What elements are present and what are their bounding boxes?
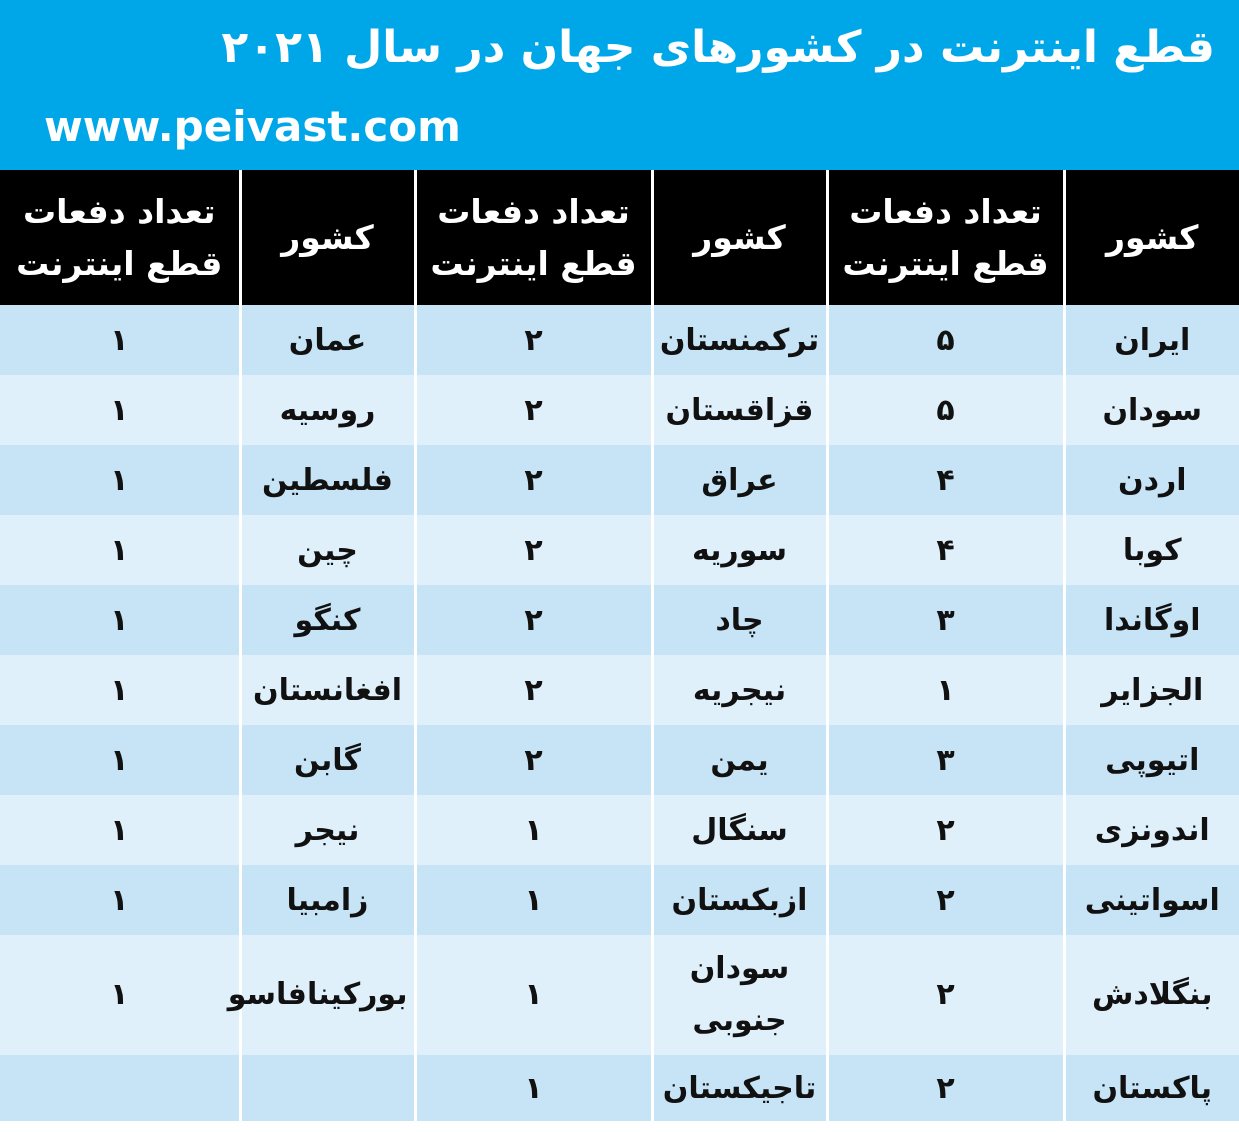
table-row xyxy=(0,515,1239,585)
count-cell: ۱ xyxy=(0,865,240,935)
country-cell: ایران xyxy=(1064,305,1239,375)
country-cell: تاجیکستان xyxy=(652,1055,827,1121)
count-cell: ۵ xyxy=(827,375,1064,445)
country-cell: نیجریه xyxy=(652,655,827,725)
country-cell: قزاقستان xyxy=(652,375,827,445)
country-cell: سودان xyxy=(1064,375,1239,445)
country-cell: اتیوپی xyxy=(1064,725,1239,795)
header-country-1: کشور xyxy=(1064,170,1239,305)
country-cell xyxy=(240,1055,415,1121)
header-count-2: تعداد دفعات قطع اینترنت xyxy=(415,170,652,305)
count-cell: ۲ xyxy=(415,305,652,375)
country-cell: بورکینافاسو xyxy=(240,935,415,1055)
table-row xyxy=(0,865,1239,935)
country-cell: اندونزی xyxy=(1064,795,1239,865)
count-cell: ۲ xyxy=(827,865,1064,935)
count-cell: ۱ xyxy=(0,655,240,725)
count-cell xyxy=(0,1055,240,1121)
count-cell: ۲ xyxy=(415,445,652,515)
table-row xyxy=(0,725,1239,795)
header-country-2: کشور xyxy=(652,170,827,305)
website-url: www.peivast.com xyxy=(44,102,461,151)
count-cell: ۱ xyxy=(0,795,240,865)
count-cell: ۱ xyxy=(415,935,652,1055)
country-cell: ترکمنستان xyxy=(652,305,827,375)
count-cell: ۴ xyxy=(827,445,1064,515)
header-count-3: تعداد دفعات قطع اینترنت xyxy=(0,170,240,305)
header-banner xyxy=(0,0,1239,170)
table-row xyxy=(0,795,1239,865)
country-cell: بنگلادش xyxy=(1064,935,1239,1055)
country-cell: سودان جنوبی xyxy=(652,935,827,1055)
count-cell: ۱ xyxy=(0,445,240,515)
count-cell: ۳ xyxy=(827,725,1064,795)
count-cell: ۱ xyxy=(0,305,240,375)
table-header-row xyxy=(0,170,1239,305)
count-cell: ۲ xyxy=(827,935,1064,1055)
country-cell: روسیه xyxy=(240,375,415,445)
table-row xyxy=(0,445,1239,515)
count-cell: ۱ xyxy=(415,795,652,865)
country-cell: زامبیا xyxy=(240,865,415,935)
country-cell: کوبا xyxy=(1064,515,1239,585)
table-row xyxy=(0,585,1239,655)
country-cell: چین xyxy=(240,515,415,585)
country-cell: سنگال xyxy=(652,795,827,865)
page-title: قطع اینترنت در کشورهای جهان در سال ۲۰۲۱ xyxy=(221,22,1215,73)
table-row xyxy=(0,375,1239,445)
country-cell: عمان xyxy=(240,305,415,375)
count-cell: ۲ xyxy=(415,585,652,655)
country-cell: نیجر xyxy=(240,795,415,865)
count-cell: ۱ xyxy=(827,655,1064,725)
country-cell: الجزایر xyxy=(1064,655,1239,725)
country-cell: چاد xyxy=(652,585,827,655)
count-cell: ۱ xyxy=(0,935,240,1055)
country-cell: گابن xyxy=(240,725,415,795)
table-row xyxy=(0,655,1239,725)
count-cell: ۱ xyxy=(0,515,240,585)
table-row xyxy=(0,935,1239,1055)
count-cell: ۱ xyxy=(415,1055,652,1121)
table-row xyxy=(0,1055,1239,1121)
count-cell: ۵ xyxy=(827,305,1064,375)
country-cell: فلسطین xyxy=(240,445,415,515)
count-cell: ۱ xyxy=(0,375,240,445)
country-cell: کنگو xyxy=(240,585,415,655)
count-cell: ۱ xyxy=(0,585,240,655)
count-cell: ۴ xyxy=(827,515,1064,585)
country-cell: اردن xyxy=(1064,445,1239,515)
header-count-1: تعداد دفعات قطع اینترنت xyxy=(827,170,1064,305)
header-country-3: کشور xyxy=(240,170,415,305)
table-row xyxy=(0,305,1239,375)
country-cell: عراق xyxy=(652,445,827,515)
country-cell: اوگاندا xyxy=(1064,585,1239,655)
count-cell: ۲ xyxy=(415,515,652,585)
internet-shutdown-table xyxy=(0,170,1239,1121)
country-cell: سوریه xyxy=(652,515,827,585)
country-cell: پاکستان xyxy=(1064,1055,1239,1121)
count-cell: ۲ xyxy=(415,655,652,725)
count-cell: ۲ xyxy=(827,795,1064,865)
country-cell: ازبکستان xyxy=(652,865,827,935)
count-cell: ۱ xyxy=(415,865,652,935)
count-cell: ۲ xyxy=(827,1055,1064,1121)
country-cell: اسواتینی xyxy=(1064,865,1239,935)
country-cell: یمن xyxy=(652,725,827,795)
country-cell: افغانستان xyxy=(240,655,415,725)
count-cell: ۲ xyxy=(415,725,652,795)
count-cell: ۳ xyxy=(827,585,1064,655)
count-cell: ۱ xyxy=(0,725,240,795)
count-cell: ۲ xyxy=(415,375,652,445)
